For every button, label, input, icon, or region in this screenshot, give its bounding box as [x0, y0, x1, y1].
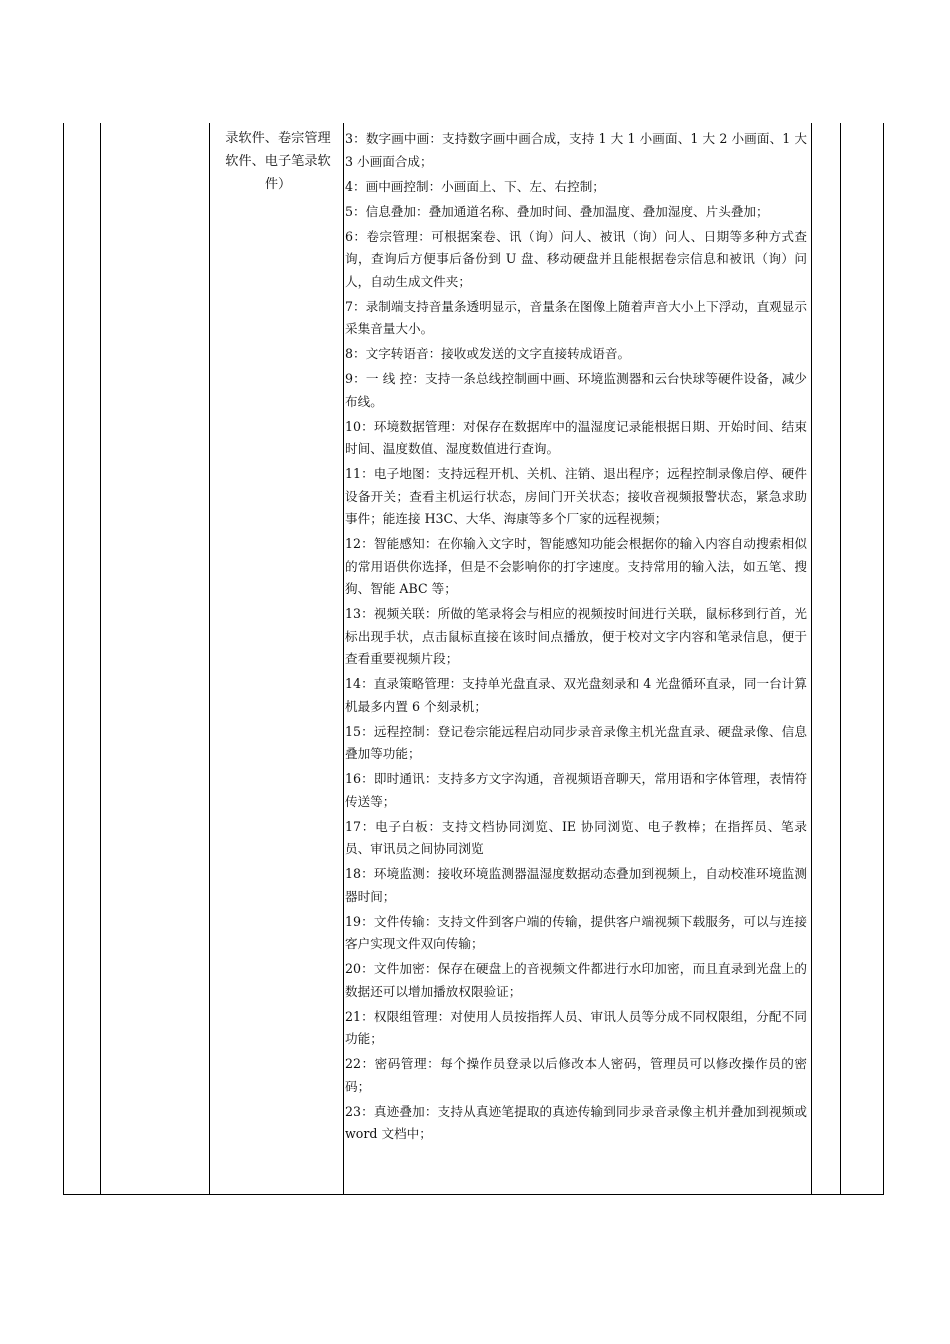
category-line: 软件、电子笔录软: [225, 154, 331, 169]
feature-item: 6：卷宗管理：可根据案卷、讯（询）问人、被讯（询）问人、日期等多种方式查询，查询后方便事后备份到 U 盘、移动硬盘并且能根据卷宗信息和被讯（询）问人，自动生成文件夹；: [345, 228, 807, 289]
feature-item: 19：文件传输：支持文件到客户端的传输，提供客户端视频下载服务，可以与连接客户实现文件双向传输；: [345, 913, 807, 951]
feature-item: 4：画中画控制：小画面上、下、左、右控制；: [345, 178, 605, 194]
feature-item: 3：数字画中画：支持数字画中画合成，支持 1 大 1 小画面、1 大 2 小画面、1 大 3 小画面合成；: [345, 131, 807, 169]
feature-item: 8：文字转语音：接收或发送的文字直接转成语音。: [345, 346, 631, 361]
column-border: [343, 123, 344, 1195]
feature-item: 17：电子白板：支持文档协同浏览、IE 协同浏览、电子教棒；在指挥员、笔录员、审讯员之间协同浏览: [345, 818, 807, 856]
feature-item: 9：一 线 控：支持一条总线控制画中画、环境监测器和云台快球等硬件设备，减少布线。: [345, 371, 807, 409]
feature-item: 21：权限组管理：对使用人员按指挥人员、审讯人员等分成不同权限组，分配不同功能；: [345, 1008, 807, 1046]
feature-item: 12：智能感知：在你输入文字时，智能感知功能会根据你的输入内容自动搜索相似的常用语供你选择，但是不会影响你的打字速度。支持常用的输入法，如五笔、搜狗、智能 ABC 等；: [345, 536, 807, 596]
feature-item: 23：真迹叠加：支持从真迹笔提取的真迹传输到同步录音录像主机并叠加到视频或 word 文档中；: [345, 1103, 807, 1141]
column-border: [100, 123, 101, 1195]
feature-item: 14：直录策略管理：支持单光盘直录、双光盘刻录和 4 光盘循环直录，同一台计算机最多内置 6 个刻录机；: [345, 676, 807, 714]
feature-item: 10：环境数据管理：对保存在数据库中的温湿度记录能根据日期、开始时间、结束时间、温度数值、湿度数值进行查询。: [345, 418, 807, 456]
column-border: [840, 123, 841, 1195]
column-border: [883, 123, 884, 1195]
category-line: 件）: [264, 177, 292, 192]
feature-item: 18：环境监测：接收环境监测器温湿度数据动态叠加到视频上，自动校准环境监测器时间；: [345, 866, 807, 904]
column-border: [811, 123, 812, 1195]
table-bottom-border: [63, 1194, 884, 1195]
feature-item: 11：电子地图：支持远程开机、关机、注销、退出程序；远程控制录像启停、硬件设备开关；查看主机运行状态，房间门开关状态；接收音视频报警状态，紧急求助事件；能连接 H3C、大华、海康等多个厂家的远程视频；: [345, 466, 807, 526]
feature-item: 22：密码管理：每个操作员登录以后修改本人密码，管理员可以修改操作员的密码；: [345, 1056, 807, 1094]
column-border: [209, 123, 210, 1195]
feature-item: 20：文件加密：保存在硬盘上的音视频文件都进行水印加密，而且直录到光盘上的数据还可以增加播放权限验证；: [345, 961, 807, 999]
feature-list: [345, 128, 807, 1148]
category-line: 录软件、卷宗管理: [225, 131, 331, 146]
feature-item: 16：即时通讯：支持多方文字沟通，音视频语音聊天，常用语和字体管理，表情符传送等；: [345, 771, 807, 809]
feature-item: 5：信息叠加：叠加通道名称、叠加时间、叠加温度、叠加湿度、片头叠加；: [345, 203, 769, 219]
feature-item: 7：录制端支持音量条透明显示，音量条在图像上随着声音大小上下浮动，直观显示采集音量大小。: [345, 298, 807, 336]
column-border: [63, 123, 64, 1195]
spec-table: [63, 123, 884, 1195]
feature-item: 15：远程控制：登记卷宗能远程启动同步录音录像主机光盘直录、硬盘录像、信息叠加等功能；: [345, 723, 807, 761]
feature-item: 13：视频关联：所做的笔录将会与相应的视频按时间进行关联，鼠标移到行首，光标出现手状，点击鼠标直接在该时间点播放，便于校对文字内容和笔录信息，便于查看重要视频片段；: [345, 606, 807, 666]
category-cell: [215, 127, 341, 196]
